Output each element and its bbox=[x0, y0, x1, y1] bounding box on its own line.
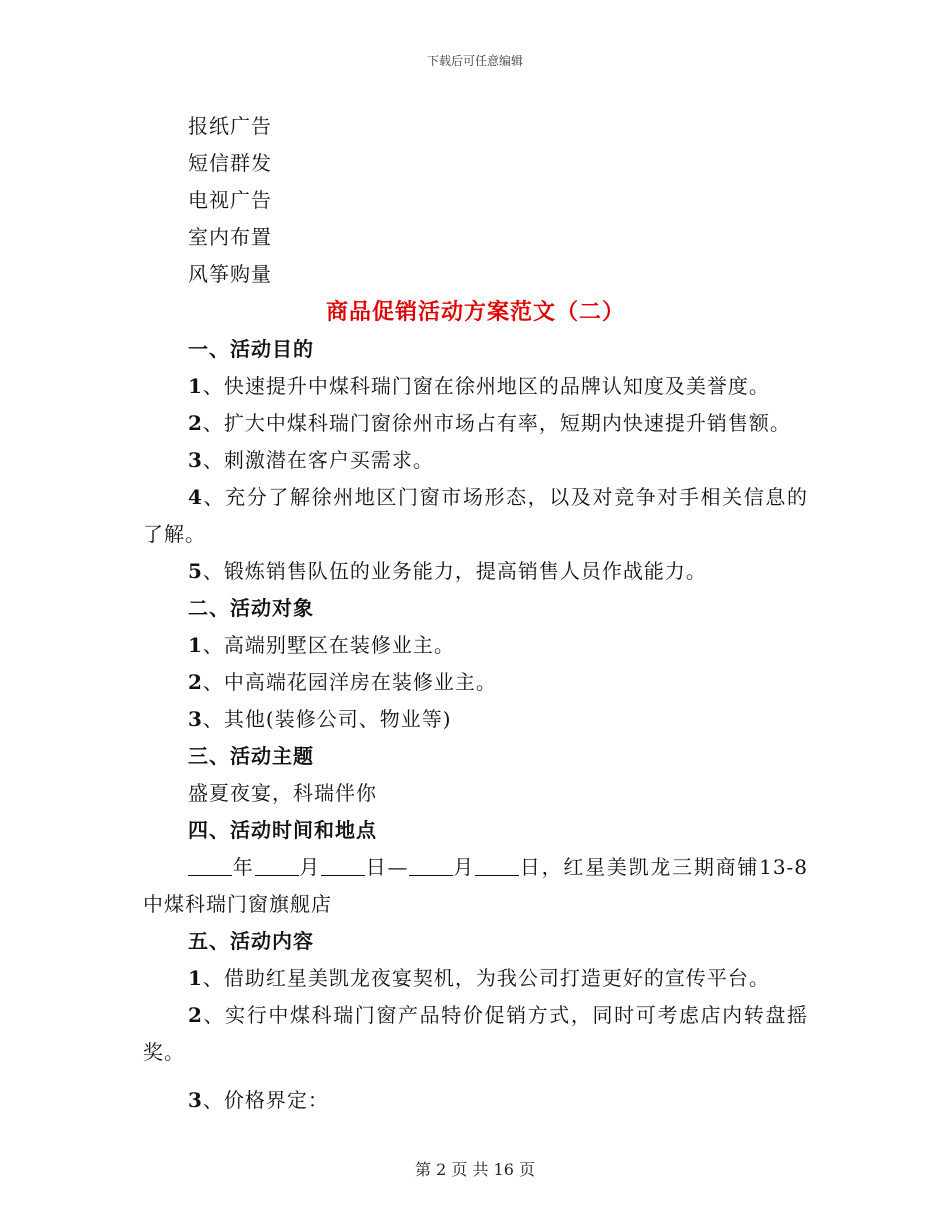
document-title: 商品促销活动方案范文（二） bbox=[325, 299, 625, 325]
list-item bbox=[143, 997, 808, 1071]
item-number: 2 bbox=[188, 1003, 203, 1027]
lead-item-sms-broadcast: 短信群发 bbox=[188, 151, 272, 175]
list-item bbox=[143, 479, 808, 553]
list-item bbox=[143, 553, 808, 590]
date-part: 日，红星美凯龙三期商铺13-8中煤科瑞门窗旗舰店 bbox=[143, 855, 809, 916]
item-number: 3 bbox=[188, 707, 203, 731]
list-item bbox=[143, 664, 808, 701]
lead-item-tv-ad: 电视广告 bbox=[188, 188, 272, 212]
item-text: 、其他(装修公司、物业等) bbox=[202, 707, 452, 731]
list-item bbox=[143, 442, 808, 479]
month-blank bbox=[409, 856, 453, 876]
list-item bbox=[143, 627, 808, 664]
item-number: 3 bbox=[188, 448, 203, 472]
lead-item-indoor-layout: 室内布置 bbox=[188, 225, 272, 249]
month-blank bbox=[255, 856, 299, 876]
item-number: 2 bbox=[188, 411, 203, 435]
theme-text: 盛夏夜宴，科瑞伴你 bbox=[188, 781, 377, 805]
item-text: 、快速提升中煤科瑞门窗在徐州地区的品牌认知度及美誉度。 bbox=[202, 374, 770, 398]
list-item bbox=[143, 960, 808, 997]
item-text: 、锻炼销售队伍的业务能力，提高销售人员作战能力。 bbox=[202, 559, 707, 583]
date-part: 日— bbox=[365, 855, 409, 879]
lead-item-newspaper-ad: 报纸广告 bbox=[188, 114, 272, 138]
item-text: 、价格界定： bbox=[202, 1088, 329, 1112]
item-text: 、扩大中煤科瑞门窗徐州市场占有率，短期内快速提升销售额。 bbox=[202, 411, 791, 435]
list-item bbox=[143, 701, 808, 738]
day-blank bbox=[475, 856, 519, 876]
item-number: 1 bbox=[188, 966, 203, 990]
section-heading-time-place: 四、活动时间和地点 bbox=[188, 818, 377, 842]
item-number: 2 bbox=[188, 670, 203, 694]
lead-item-kite-purchase: 风筝购量 bbox=[188, 262, 272, 286]
document-body bbox=[143, 108, 808, 1119]
item-number: 1 bbox=[188, 633, 203, 657]
page-header: 下载后可任意编辑 bbox=[426, 54, 523, 68]
list-item bbox=[143, 1082, 808, 1119]
list-item bbox=[143, 368, 808, 405]
list-item bbox=[143, 405, 808, 442]
section-heading-purpose: 一、活动目的 bbox=[188, 337, 314, 361]
section-heading-theme: 三、活动主题 bbox=[188, 744, 314, 768]
item-text: 、实行中煤科瑞门窗产品特价促销方式，同时可考虑店内转盘摇奖。 bbox=[143, 1003, 808, 1064]
section-heading-content: 五、活动内容 bbox=[188, 929, 314, 953]
item-number: 3 bbox=[188, 1088, 203, 1112]
year-blank bbox=[188, 856, 232, 876]
date-part: 月 bbox=[298, 855, 322, 879]
item-text: 、刺激潜在客户买需求。 bbox=[202, 448, 434, 472]
item-number: 5 bbox=[188, 559, 203, 583]
day-blank bbox=[321, 856, 365, 876]
date-part: 月 bbox=[452, 855, 476, 879]
date-part: 年 bbox=[232, 855, 255, 879]
item-text: 、高端别墅区在装修业主。 bbox=[202, 633, 455, 657]
item-text: 、中高端花园洋房在装修业主。 bbox=[202, 670, 497, 694]
item-number: 4 bbox=[188, 485, 203, 509]
date-location-text bbox=[143, 849, 808, 923]
page-footer: 第 2 页 共 16 页 bbox=[415, 1160, 535, 1179]
section-heading-audience: 二、活动对象 bbox=[188, 596, 314, 620]
item-number: 1 bbox=[188, 374, 203, 398]
item-text: 、充分了解徐州地区门窗市场形态，以及对竞争对手相关信息的了解。 bbox=[143, 485, 808, 546]
item-text: 、借助红星美凯龙夜宴契机，为我公司打造更好的宣传平台。 bbox=[202, 966, 770, 990]
